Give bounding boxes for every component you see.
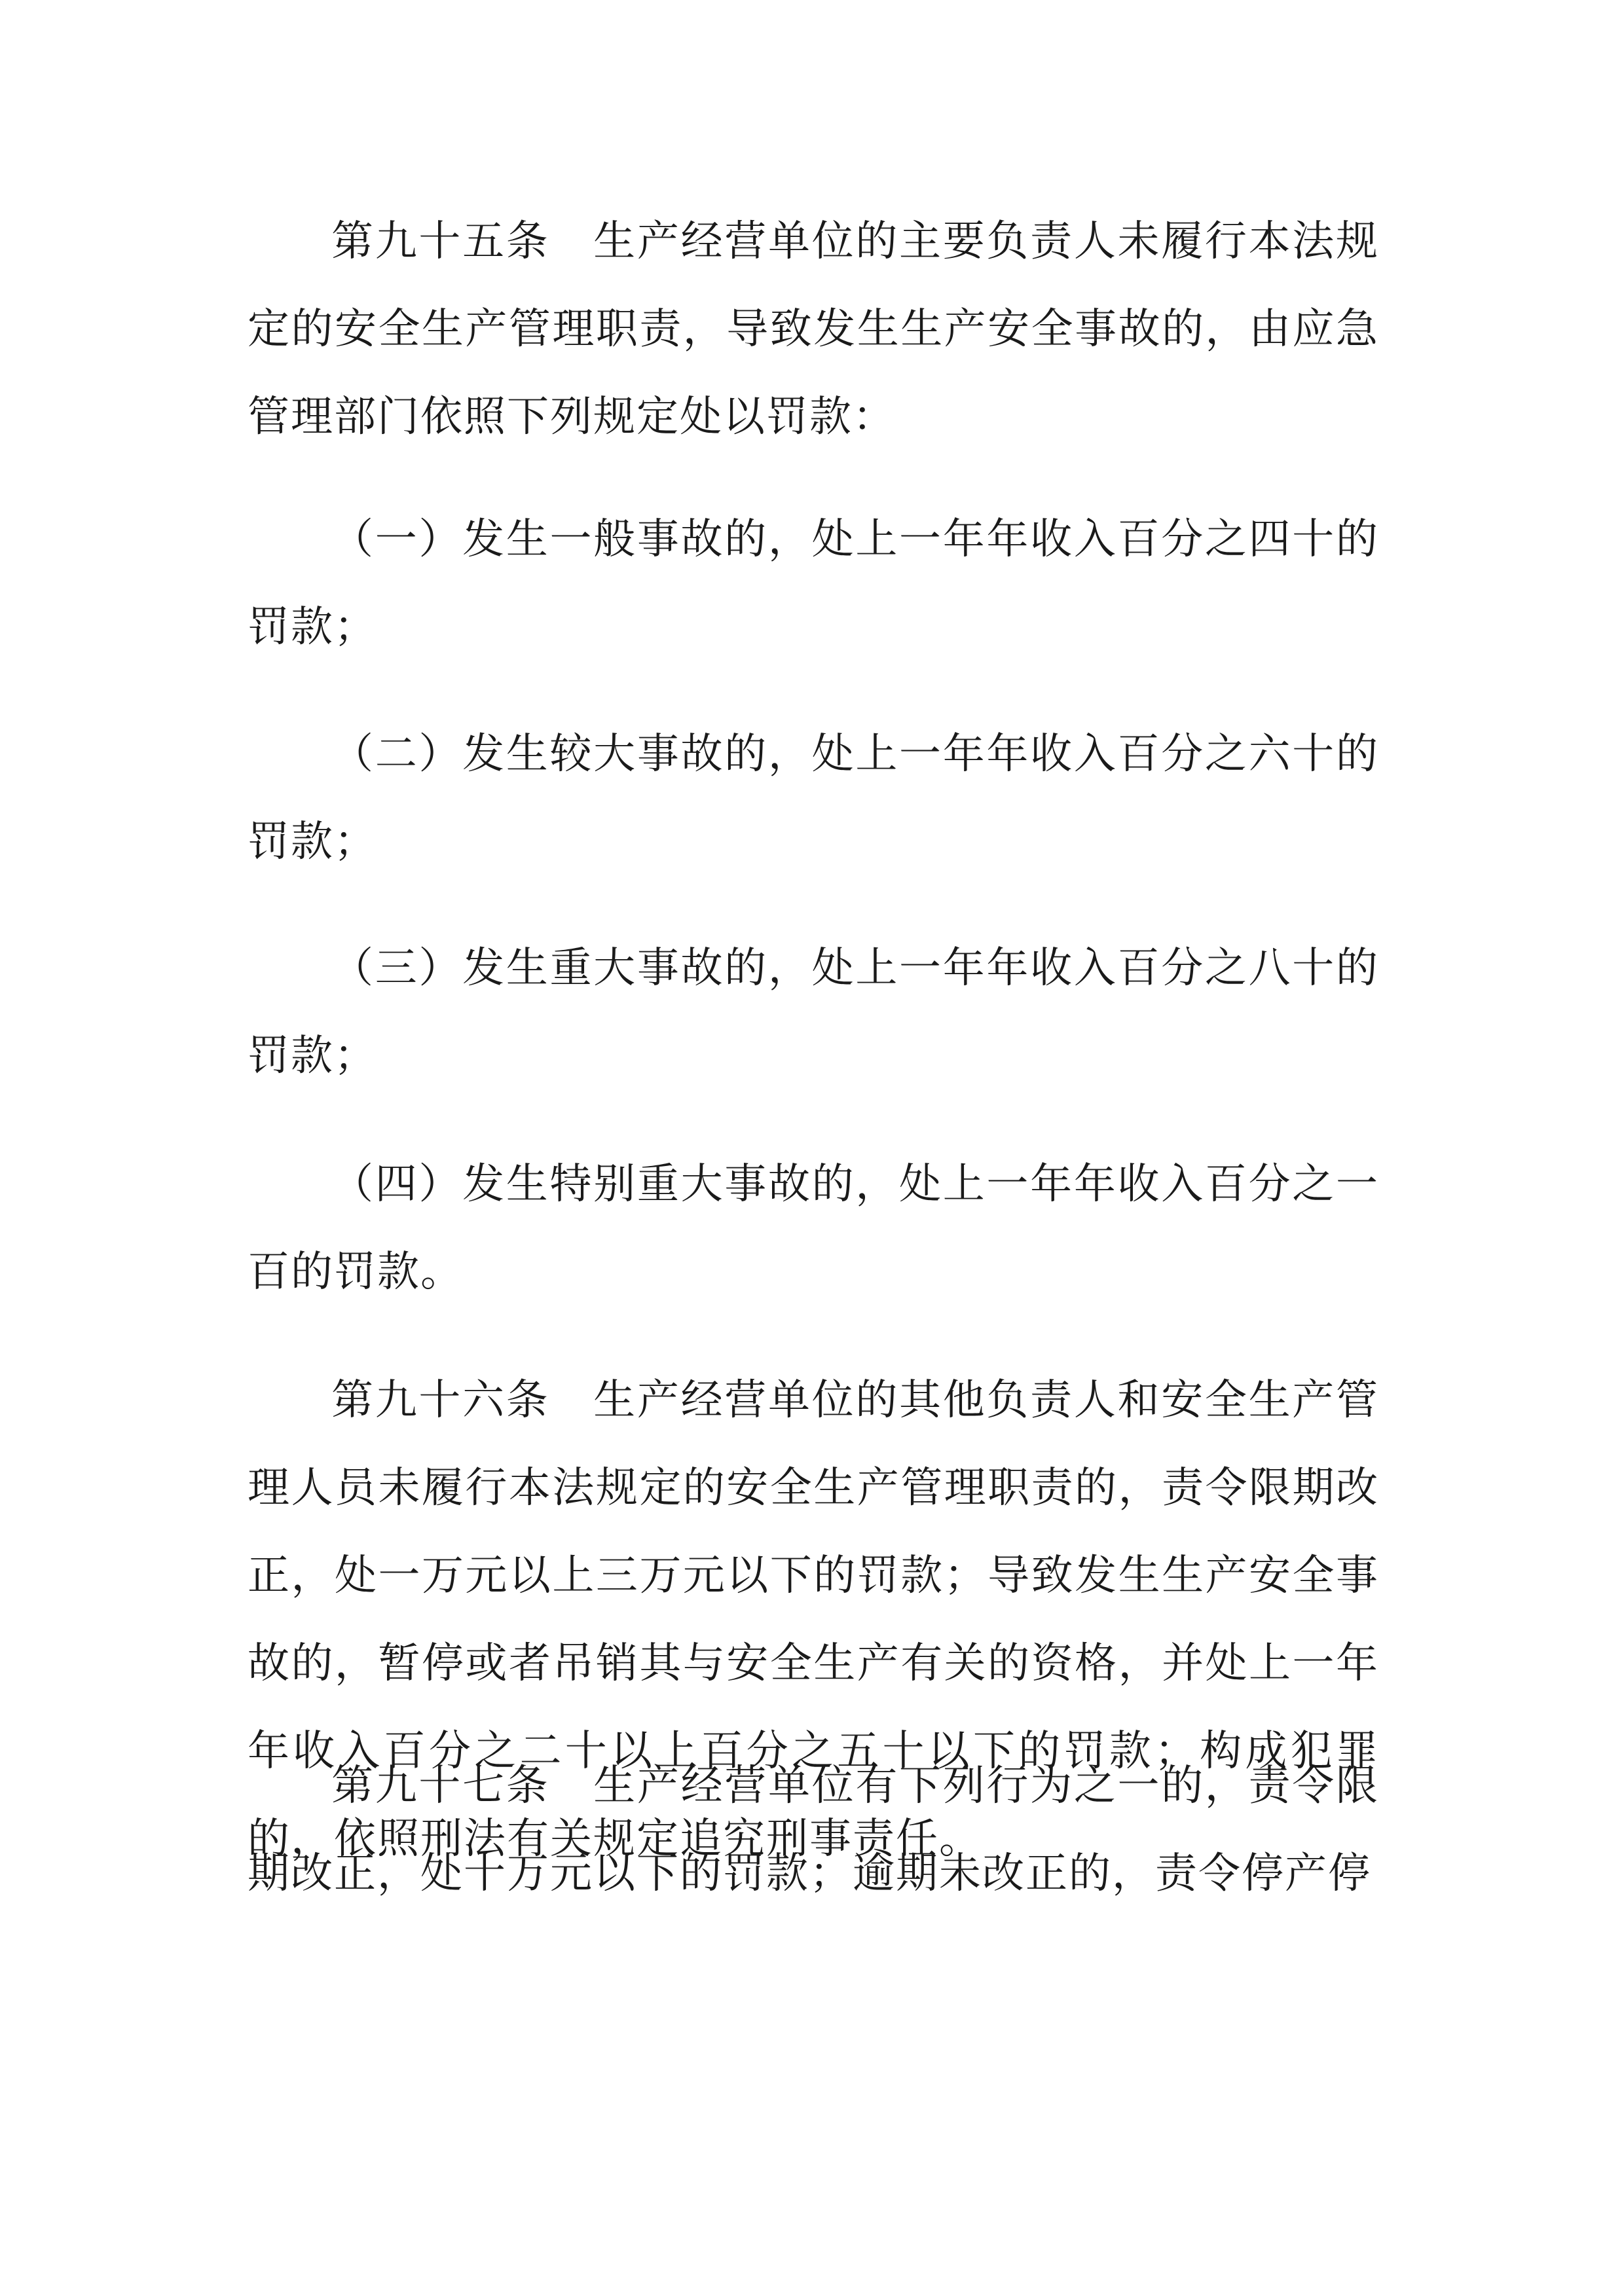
article-95-paragraph: 第九十五条 生产经营单位的主要负责人未履行本法规定的安全生产管理职责，导致发生生产安全事故的，由应急管理部门依照下列规定处以罚款： <box>248 217 1379 441</box>
list-item-4: （四）发生特别重大事故的，处上一年年收入百分之一百的罚款。 <box>248 1160 1379 1296</box>
list-item-1: （一）发生一般事故的，处上一年年收入百分之四十的罚款； <box>248 515 1379 651</box>
list-item-3: （三）发生重大事故的，处上一年年收入百分之八十的罚款； <box>248 944 1379 1080</box>
article-97-paragraph: 第九十七条 生产经营单位有下列行为之一的，责令限期改正，处十万元以下的罚款；逾期未改正的，责令停产停 <box>248 1762 1379 1898</box>
document-page <box>248 0 1379 2296</box>
article-96-paragraph: 第九十六条 生产经营单位的其他负责人和安全生产管理人员未履行本法规定的安全生产管理职责的，责令限期改正，处一万元以上三万元以下的罚款；导致发生生产安全事故的，暂停或者吊销其与安全生产有关的资格，并处上一年年收入百分之二十以上百分之五十以下的罚款；构成犯罪的，依照刑法有关规定追究刑事责任。 <box>248 1376 1379 1863</box>
list-item-2: （二）发生较大事故的，处上一年年收入百分之六十的罚款； <box>248 730 1379 866</box>
